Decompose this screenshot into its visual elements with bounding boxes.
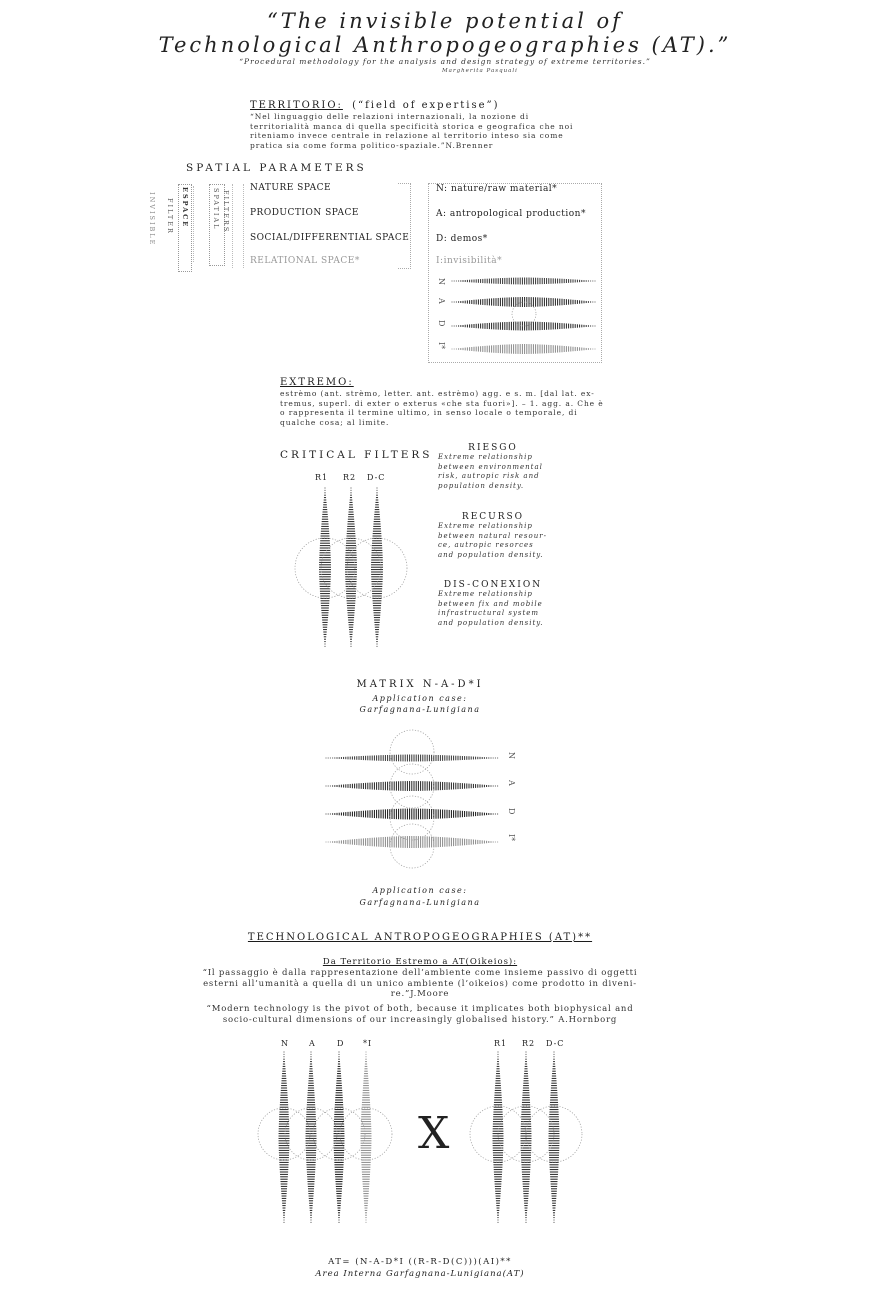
filter-desc-line: ce, autropic resorces — [438, 541, 534, 549]
filter-desc-line: between environmental — [438, 462, 543, 471]
filter-col-r1: R1 — [315, 473, 329, 482]
matrix-circle — [390, 730, 434, 774]
at-label-r1: R1 — [494, 1039, 508, 1048]
filter-title: RECURSO — [461, 512, 525, 522]
author-name: Margherita Pasquali — [442, 68, 518, 74]
at-label-a: A — [309, 1039, 316, 1048]
matrix-spindle-d — [326, 809, 498, 820]
at-quote-line: socio-cultural dimensions of our increasingly globalised history.” A.Hornborg — [222, 1014, 618, 1025]
filter-desc-line: between natural resour- — [438, 531, 547, 540]
bar-label-i: I* — [437, 342, 446, 350]
territorio-term: TERRITORIO: — [250, 100, 343, 111]
at-left-spindle-3 — [361, 1052, 372, 1222]
extremo-def-line: estrèmo (ant. strèmo, letter. ant. estrèmo) agg. e s. m. [dal lat. ex- — [280, 389, 595, 398]
bar-label-d: D — [437, 320, 446, 327]
bar-label-n: N — [437, 278, 446, 285]
filter-desc-line: Extreme relationship — [438, 590, 533, 598]
at-heading: TECHNOLOGICAL ANTROPOGEOGRAPHIES (AT)** — [247, 932, 593, 943]
filter-col-r2: R2 — [343, 473, 357, 482]
matrix-spindle-n — [326, 755, 498, 762]
param-i-label: I:invisibilità* — [436, 256, 503, 266]
filter-spindle-1 — [345, 488, 357, 646]
filter-desc-line: Extreme relationship — [438, 453, 533, 461]
at-quote-line: esterni all’umanità a quella di un unico ambiente (l’oikeios) come prodotto in diveni- — [203, 978, 637, 989]
filter-desc-line: and population density. — [438, 550, 544, 559]
extremo-def-line: o rappresenta il termine ultimo, in senso locale o temporale, di — [280, 408, 578, 417]
bottom-case-label: Application case: — [372, 886, 468, 895]
matrix-row-label-i: I* — [507, 834, 516, 842]
at-label-r2: R2 — [522, 1039, 536, 1048]
filter-col-dc: D-C — [367, 473, 386, 482]
at-subheading: Da Territorio Estremo a AT(Oikeios): — [322, 957, 518, 967]
territorio-quote-line: pratica sia come forma politico-spaziale.”N.Brenner — [250, 140, 494, 150]
page-title-line1: “The invisible potential of — [267, 9, 623, 33]
critical-filters-heading: CRITICAL FILTERS — [280, 449, 433, 461]
matrix-spindle-i — [326, 836, 498, 848]
spatial-parameters-heading: SPATIAL PARAMETERS — [186, 162, 367, 174]
at-quote-line: re.”J.Moore — [390, 989, 450, 999]
matrix-spindle-a — [326, 781, 498, 791]
at-left-spindle-0 — [279, 1052, 290, 1222]
territorio-quote-line: “Nel linguaggio delle relazioni internazionali, la nozione di — [250, 112, 529, 121]
param-a-label: A: antropological production* — [436, 209, 586, 219]
nature-space-label: NATURE SPACE — [250, 183, 332, 193]
vertical-label-invisible: INVISIBLE — [148, 192, 156, 247]
at-left-spindle-1 — [306, 1052, 317, 1222]
at-label-d: D — [337, 1039, 345, 1048]
filter-spindle-0 — [319, 488, 331, 646]
param-d-label: D: demos* — [436, 234, 488, 244]
vertical-label-filters: FILTERS — [222, 190, 230, 234]
bottom-case-name: Garfagnana-Lunigiana — [359, 898, 481, 907]
extremo-def-line: tremus, superl. di exter o exterus «che sta fuori»]. – 1. agg. a. Che è — [280, 398, 604, 408]
production-space-label: PRODUCTION SPACE — [250, 208, 359, 218]
filter-desc-line: and population density. — [438, 618, 544, 627]
territorio-gloss: (“field of expertise”) — [352, 100, 500, 111]
relational-space-label: RELATIONAL SPACE* — [250, 256, 360, 266]
bar-label-a: A — [437, 298, 446, 304]
filter-desc-line: population density. — [438, 481, 525, 490]
at-label-n: N — [281, 1039, 289, 1048]
filter-title: DIS-CONEXION — [443, 580, 543, 590]
matrix-heading: MATRIX N-A-D*I — [356, 679, 484, 690]
matrix-row-label-a: A — [507, 780, 516, 786]
filter-desc-line: Extreme relationship — [438, 522, 533, 530]
filter-title: RIESGO — [468, 443, 518, 453]
at-left-spindle-2 — [334, 1052, 345, 1222]
at-formula: AT= (N-A-D*I ((R-R-D(C)))(AI)** — [328, 1257, 512, 1267]
extremo-term: EXTREMO: — [280, 377, 354, 388]
matrix-row-label-n: N — [507, 752, 516, 759]
social-space-label: SOCIAL/DIFFERENTIAL SPACE — [250, 233, 410, 243]
at-quote-line: “Modern technology is the pivot of both, because it implicates both biophysical and — [206, 1004, 634, 1014]
matrix-row-label-d: D — [507, 808, 516, 815]
page-title-line2: Technological Anthropogeographies (AT).” — [158, 33, 732, 57]
filter-desc-line: risk, autropic risk and — [438, 472, 540, 480]
matrix-case-name: Garfagnana-Lunigiana — [359, 705, 481, 714]
vertical-label-filter: FILTER — [166, 198, 174, 235]
at-formula-caption: Area Interna Garfagnana-Lunigiana(AT) — [315, 1269, 525, 1279]
extremo-def-line: qualche cosa; al limite. — [280, 417, 390, 427]
multiply-sign: X — [418, 1108, 450, 1159]
at-label-dc: D-C — [546, 1039, 565, 1048]
vertical-label-spatial: SPATIAL — [212, 188, 220, 231]
territorio-quote-line: territorialità manca di quella specificità storica e geografica che noi — [250, 121, 574, 131]
at-label-i: *I — [363, 1039, 373, 1048]
filter-spindle-2 — [371, 488, 383, 646]
territorio-quote-line: riteniamo invece centrale in relazione al territorio inteso sia come — [250, 131, 564, 140]
at-quote-line: “Il passaggio è dalla rappresentazione dell’ambiente come insieme passivo di oggetti — [202, 968, 638, 978]
page-subtitle: “Procedural methodology for the analysis and design strategy of extreme territories.” — [239, 57, 651, 66]
filter-desc-line: infrastructural system — [438, 609, 540, 617]
vertical-label-espace: ESPACE — [181, 187, 189, 229]
filter-desc-line: between fix and mobile — [438, 599, 543, 608]
param-n-label: N: nature/raw material* — [436, 184, 558, 194]
matrix-case-label: Application case: — [372, 694, 468, 703]
